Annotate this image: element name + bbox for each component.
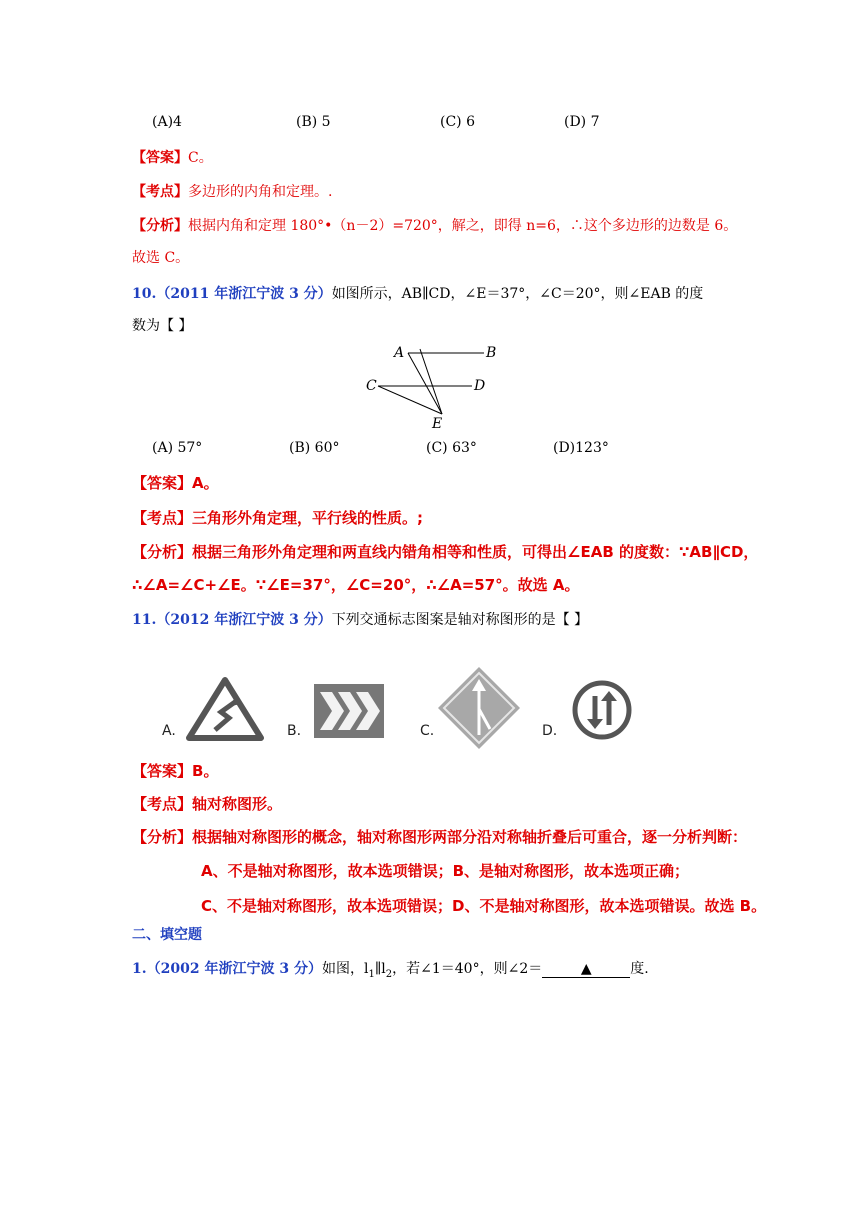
q10-stem-cont: 数为【 】 [132, 318, 193, 334]
analysis-text: 根据轴对称图形的概念，轴对称图形两部分沿对称轴折叠后可重合，逐一分析判断： [192, 828, 748, 846]
q11-stem [132, 609, 588, 629]
q10-option-a: (A) 57° [152, 440, 203, 456]
q10-analysis-line2: ∴∠A=∠C+∠E。∵∠E=37°，∠C=20°，∴∠A=57°。故选 A。 [132, 576, 580, 594]
q11-analysis-line2: A、不是轴对称图形，故本选项错误；B、是轴对称图形，故本选项正确； [201, 862, 690, 880]
sign-d-label: D. [542, 723, 558, 739]
q9-point [132, 181, 332, 201]
answer-tag: 【答案】 [132, 762, 193, 780]
line-ce [378, 386, 442, 414]
q9-answer [132, 147, 213, 167]
point-tag: 【考点】 [132, 795, 193, 813]
analysis-tag: 【分析】 [132, 828, 193, 846]
point-text: 多边形的内角和定理。. [188, 184, 333, 200]
q10-option-b: (B) 60° [289, 440, 340, 456]
stem-pre: 如图，l [321, 961, 369, 977]
q10-answer [132, 472, 219, 493]
analysis-tag: 【分析】 [132, 543, 193, 561]
q10-point [132, 507, 423, 528]
line-e-extension [420, 349, 442, 414]
line-ae [408, 353, 442, 414]
q9-option-a: (A)4 [152, 114, 182, 130]
question-source: （2002 年浙江宁波 3 分） [146, 961, 322, 977]
sign-d-two-way-arrows-icon [571, 679, 633, 741]
point-text: 三角形外角定理，平行线的性质。; [192, 509, 424, 527]
label-d: D [474, 378, 486, 394]
sign-b-label: B. [287, 723, 302, 739]
answer-tag: 【答案】 [132, 150, 188, 166]
stem-post: ，若∠1＝40°，则∠2＝ [392, 961, 543, 977]
question-number: 1. [132, 961, 147, 977]
sub-1: 1 [368, 968, 375, 980]
question-number: 11. [132, 612, 157, 628]
point-tag: 【考点】 [132, 184, 188, 200]
label-a: A [394, 345, 405, 361]
analysis-text: 根据内角和定理 180°•（n－2）=720°，解之，即得 n=6，∴这个多边形的边数是 6。 [188, 218, 738, 234]
answer-blank[interactable]: ▲ [542, 961, 630, 978]
q11-analysis-line3: C、不是轴对称图形，故本选项错误；D、不是轴对称图形，故本选项错误。故选 B。 [201, 897, 767, 915]
question-stem: 如图所示，AB∥CD，∠E＝37°，∠C＝20°，则∠EAB 的度 [331, 286, 704, 302]
sign-a-warning-triangle-icon [185, 674, 265, 744]
sub-2: 2 [385, 968, 393, 980]
q11-answer [132, 760, 218, 781]
q9-option-c: (C) 6 [440, 114, 475, 130]
analysis-tag: 【分析】 [132, 218, 188, 234]
sign-c-label: C. [420, 723, 435, 739]
q10-analysis [132, 541, 758, 562]
fill1-stem [132, 958, 649, 980]
label-e: E [432, 416, 443, 430]
stem-tail: 度. [630, 961, 649, 977]
point-tag: 【考点】 [132, 509, 193, 527]
label-c: C [366, 378, 377, 394]
q11-analysis [132, 826, 747, 847]
q10-option-d: (D)123° [553, 440, 609, 456]
answer-text: C。 [188, 150, 213, 166]
answer-text: B。 [192, 762, 219, 780]
q9-conclusion: 故选 C。 [132, 250, 190, 266]
question-number: 10. [132, 286, 157, 302]
q10-figure [362, 340, 502, 430]
q11-point [132, 793, 282, 814]
question-source: （2012 年浙江宁波 3 分） [156, 612, 332, 628]
question-source: （2011 年浙江宁波 3 分） [156, 286, 332, 302]
label-b: B [486, 345, 497, 361]
answer-tag: 【答案】 [132, 474, 193, 492]
point-text: 轴对称图形。 [192, 795, 283, 813]
q9-option-d: (D) 7 [564, 114, 600, 130]
q10-option-c: (C) 63° [426, 440, 477, 456]
stem-mid: ∥l [374, 961, 386, 977]
analysis-text: 根据三角形外角定理和两直线内错角相等和性质，可得出∠EAB 的度数：∵AB∥CD， [192, 543, 759, 561]
question-stem: 下列交通标志图案是轴对称图形的是【 】 [331, 612, 589, 628]
q9-analysis [132, 215, 737, 235]
answer-text: A。 [192, 474, 219, 492]
q10-stem [132, 283, 703, 303]
q9-option-b: (B) 5 [296, 114, 331, 130]
sign-c-merge-diamond-icon [436, 665, 522, 751]
sign-a-label: A. [162, 723, 176, 739]
sign-b-chevron-icon [314, 684, 384, 738]
section-title: 二、填空题 [132, 927, 202, 943]
